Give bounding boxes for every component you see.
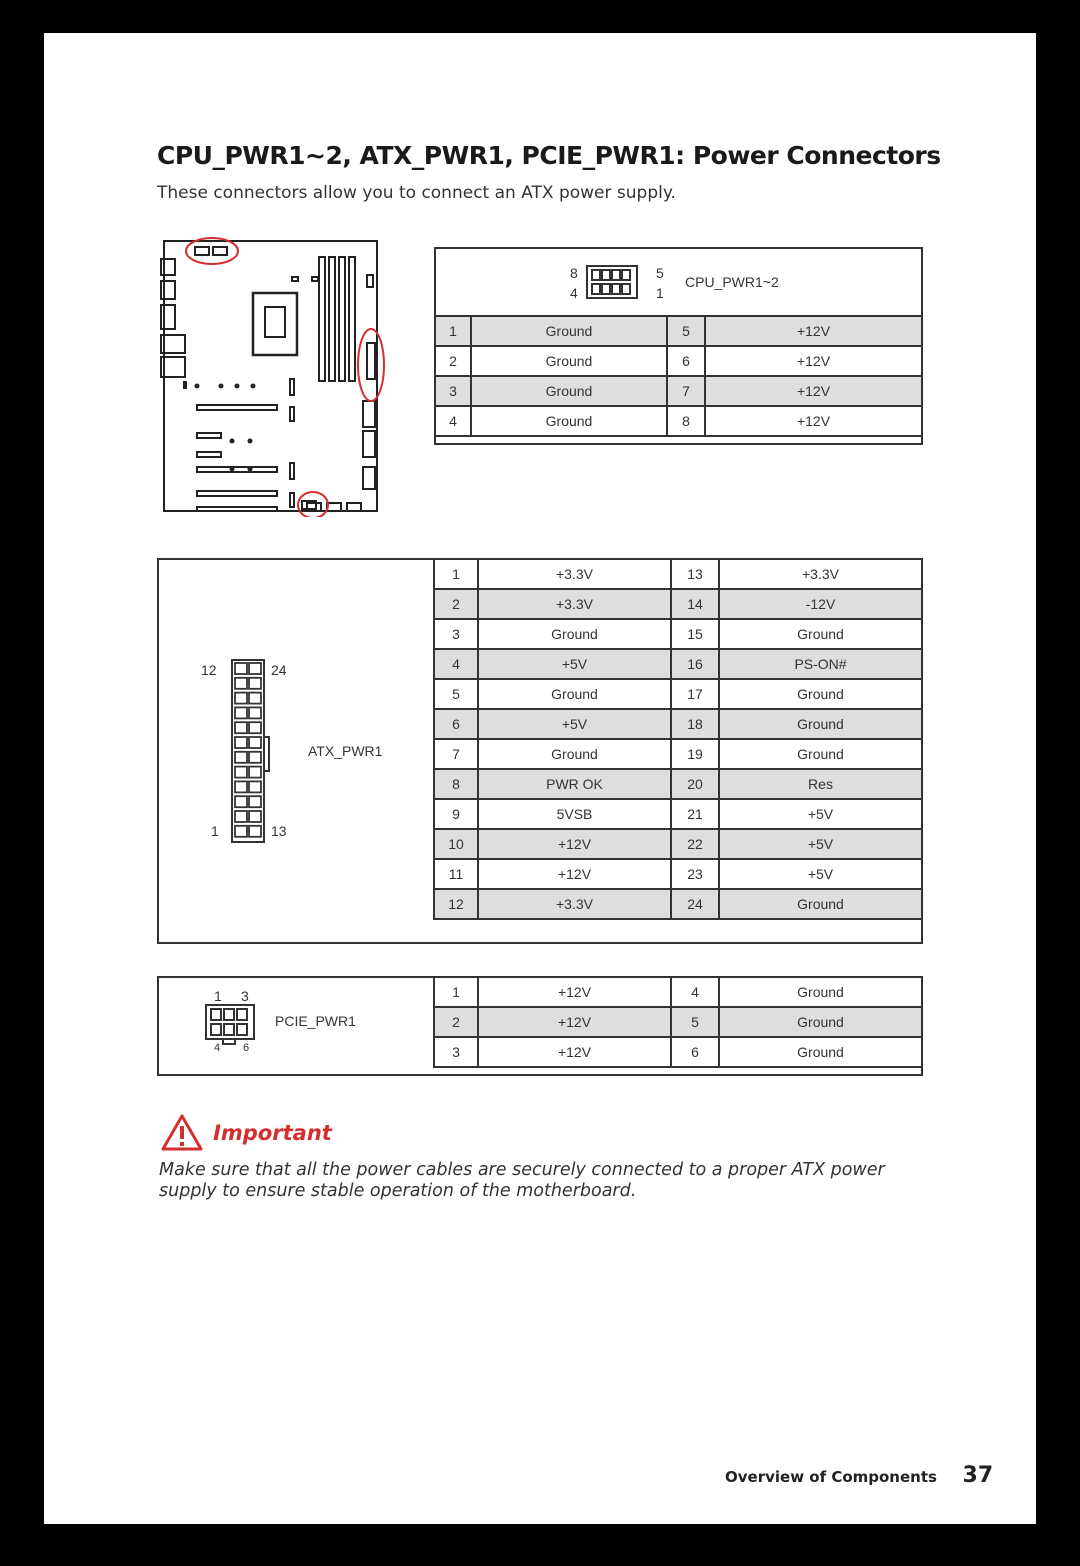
atx-pwr-panel <box>157 558 923 944</box>
signal-name: Ground <box>719 619 922 649</box>
signal-name: +12V <box>478 1007 671 1037</box>
signal-name: Ground <box>471 406 667 436</box>
atx-pin-cell <box>235 722 247 733</box>
pin-number: 1 <box>435 316 471 346</box>
pcie-pwr-label: PCIE_PWR1 <box>275 1013 356 1029</box>
atx-pin-cell <box>249 752 261 763</box>
pin-number: 18 <box>671 709 719 739</box>
cpu-pin-label-8: 8 <box>570 265 578 281</box>
signal-name: Ground <box>719 977 922 1007</box>
signal-name: +3.3V <box>719 559 922 589</box>
signal-name: Ground <box>719 1037 922 1067</box>
pin-number: 6 <box>434 709 478 739</box>
cpu-pin-label-5: 5 <box>656 265 664 281</box>
pin-number: 6 <box>671 1037 719 1067</box>
pin-number: 2 <box>434 589 478 619</box>
signal-name: -12V <box>719 589 922 619</box>
signal-name: +12V <box>705 376 922 406</box>
signal-name: Ground <box>719 889 922 919</box>
pin-number: 9 <box>434 799 478 829</box>
pin-number: 7 <box>434 739 478 769</box>
pin-number: 11 <box>434 859 478 889</box>
signal-name: +5V <box>478 709 671 739</box>
table-row <box>434 859 922 889</box>
table-row <box>435 376 922 406</box>
atx-connector-icon <box>229 657 271 845</box>
pcie-pwr-panel <box>157 976 923 1076</box>
page-subtitle: These connectors allow you to connect an ATX power supply. <box>157 183 676 203</box>
signal-name: Ground <box>471 376 667 406</box>
signal-name: +5V <box>478 649 671 679</box>
pin-number: 13 <box>671 559 719 589</box>
table-row <box>434 1007 922 1037</box>
table-row <box>434 829 922 859</box>
atx-pin-cell <box>235 781 247 792</box>
table-row <box>434 889 922 919</box>
pin-number: 24 <box>671 889 719 919</box>
table-row <box>434 769 922 799</box>
atx-pin-cell <box>249 707 261 718</box>
atx-pin-cell <box>249 678 261 689</box>
pin-number: 3 <box>434 1037 478 1067</box>
pin-number: 4 <box>435 406 471 436</box>
signal-name: Ground <box>719 1007 922 1037</box>
pin-number: 8 <box>667 406 705 436</box>
table-row <box>434 649 922 679</box>
pin-number: 10 <box>434 829 478 859</box>
atx-pin-cell <box>235 767 247 778</box>
atx-pwr-table <box>433 558 923 920</box>
pcie-pin-label-4: 4 <box>214 1042 221 1054</box>
atx-pin-cell <box>235 663 247 674</box>
motherboard-diagram <box>157 235 387 517</box>
atx-pin-cell <box>249 811 261 822</box>
page-footer <box>725 1463 993 1488</box>
pin-number: 12 <box>434 889 478 919</box>
cpu-pin-label-4: 4 <box>570 285 578 301</box>
pin-number: 2 <box>435 346 471 376</box>
signal-name: +12V <box>478 829 671 859</box>
signal-name: Ground <box>719 679 922 709</box>
pin-number: 21 <box>671 799 719 829</box>
table-row <box>435 346 922 376</box>
atx-pin-cell <box>235 796 247 807</box>
pin-number: 20 <box>671 769 719 799</box>
pcie-connector-icon <box>203 1002 259 1050</box>
atx-pin-cell <box>249 663 261 674</box>
signal-name: +12V <box>705 316 922 346</box>
atx-pin-cell <box>235 811 247 822</box>
table-row <box>434 977 922 1007</box>
signal-name: Ground <box>478 679 671 709</box>
pin-number: 7 <box>667 376 705 406</box>
footer-section: Overview of Components <box>725 1468 937 1486</box>
atx-pin-cell <box>235 826 247 837</box>
table-row <box>435 406 922 436</box>
manual-page <box>44 33 1036 1524</box>
table-row <box>434 799 922 829</box>
atx-pin-label-13: 13 <box>271 823 287 839</box>
table-row <box>434 619 922 649</box>
atx-pin-cell <box>249 693 261 704</box>
cpu-pwr-panel <box>434 247 923 445</box>
pcie-pwr-table <box>433 976 923 1068</box>
atx-pin-label-12: 12 <box>201 662 217 678</box>
signal-name: Res <box>719 769 922 799</box>
table-row <box>434 559 922 589</box>
signal-name: Ground <box>471 316 667 346</box>
cpu-pwr-table <box>434 315 923 437</box>
table-row <box>434 589 922 619</box>
signal-name: +3.3V <box>478 559 671 589</box>
atx-pin-cell <box>249 722 261 733</box>
pin-number: 4 <box>434 649 478 679</box>
signal-name: +5V <box>719 829 922 859</box>
atx-pin-cell <box>235 693 247 704</box>
atx-pin-cell <box>235 752 247 763</box>
pin-number: 5 <box>667 316 705 346</box>
table-row <box>435 316 922 346</box>
atx-pin-cell <box>249 737 261 748</box>
pin-number: 1 <box>434 559 478 589</box>
pin-number: 2 <box>434 1007 478 1037</box>
atx-pwr-label: ATX_PWR1 <box>308 743 383 759</box>
pin-number: 15 <box>671 619 719 649</box>
atx-pin-label-1: 1 <box>211 823 219 839</box>
signal-name: +12V <box>705 346 922 376</box>
important-label: Important <box>213 1121 332 1145</box>
signal-name: +5V <box>719 799 922 829</box>
signal-name: Ground <box>719 709 922 739</box>
signal-name: +12V <box>478 977 671 1007</box>
pin-number: 8 <box>434 769 478 799</box>
pin-number: 22 <box>671 829 719 859</box>
signal-name: PS-ON# <box>719 649 922 679</box>
pin-number: 3 <box>434 619 478 649</box>
pin-number: 5 <box>434 679 478 709</box>
atx-pin-cell <box>249 767 261 778</box>
page-number: 37 <box>962 1463 994 1488</box>
important-heading <box>160 1113 332 1153</box>
pin-number: 19 <box>671 739 719 769</box>
signal-name: Ground <box>478 739 671 769</box>
signal-name: Ground <box>471 346 667 376</box>
atx-pin-cell <box>235 678 247 689</box>
signal-name: +3.3V <box>478 589 671 619</box>
pin-number: 4 <box>671 977 719 1007</box>
atx-pin-cell <box>235 707 247 718</box>
signal-name: +5V <box>719 859 922 889</box>
signal-name: PWR OK <box>478 769 671 799</box>
cpu-pwr-connector-icon <box>584 263 640 301</box>
table-row <box>434 739 922 769</box>
warning-icon <box>160 1113 204 1153</box>
pin-number: 17 <box>671 679 719 709</box>
signal-name: +3.3V <box>478 889 671 919</box>
pcie-pin-label-1: 1 <box>214 988 222 1004</box>
signal-name: +12V <box>478 859 671 889</box>
signal-name: +12V <box>705 406 922 436</box>
pin-number: 1 <box>434 977 478 1007</box>
atx-pin-label-24: 24 <box>271 662 287 678</box>
atx-pin-cell <box>249 781 261 792</box>
pin-number: 5 <box>671 1007 719 1037</box>
cpu-pin-label-1: 1 <box>656 285 664 301</box>
pin-number: 3 <box>435 376 471 406</box>
important-text: Make sure that all the power cables are securely connected to a proper ATX power supply to ensure stable operation of the motherboard. <box>159 1160 885 1201</box>
pin-number: 14 <box>671 589 719 619</box>
table-row <box>434 679 922 709</box>
page-title: CPU_PWR1~2, ATX_PWR1, PCIE_PWR1: Power Connectors <box>157 141 941 170</box>
atx-pin-cell <box>249 826 261 837</box>
atx-pin-cell <box>235 737 247 748</box>
pcie-pin-label-3: 3 <box>241 988 249 1004</box>
cpu-pwr-label: CPU_PWR1~2 <box>685 274 779 290</box>
atx-pin-cell <box>249 796 261 807</box>
signal-name: 5VSB <box>478 799 671 829</box>
signal-name: +12V <box>478 1037 671 1067</box>
pcie-pin-label-6: 6 <box>243 1042 250 1054</box>
pin-number: 16 <box>671 649 719 679</box>
signal-name: Ground <box>478 619 671 649</box>
pin-number: 6 <box>667 346 705 376</box>
table-row <box>434 709 922 739</box>
signal-name: Ground <box>719 739 922 769</box>
pin-number: 23 <box>671 859 719 889</box>
table-row <box>434 1037 922 1067</box>
